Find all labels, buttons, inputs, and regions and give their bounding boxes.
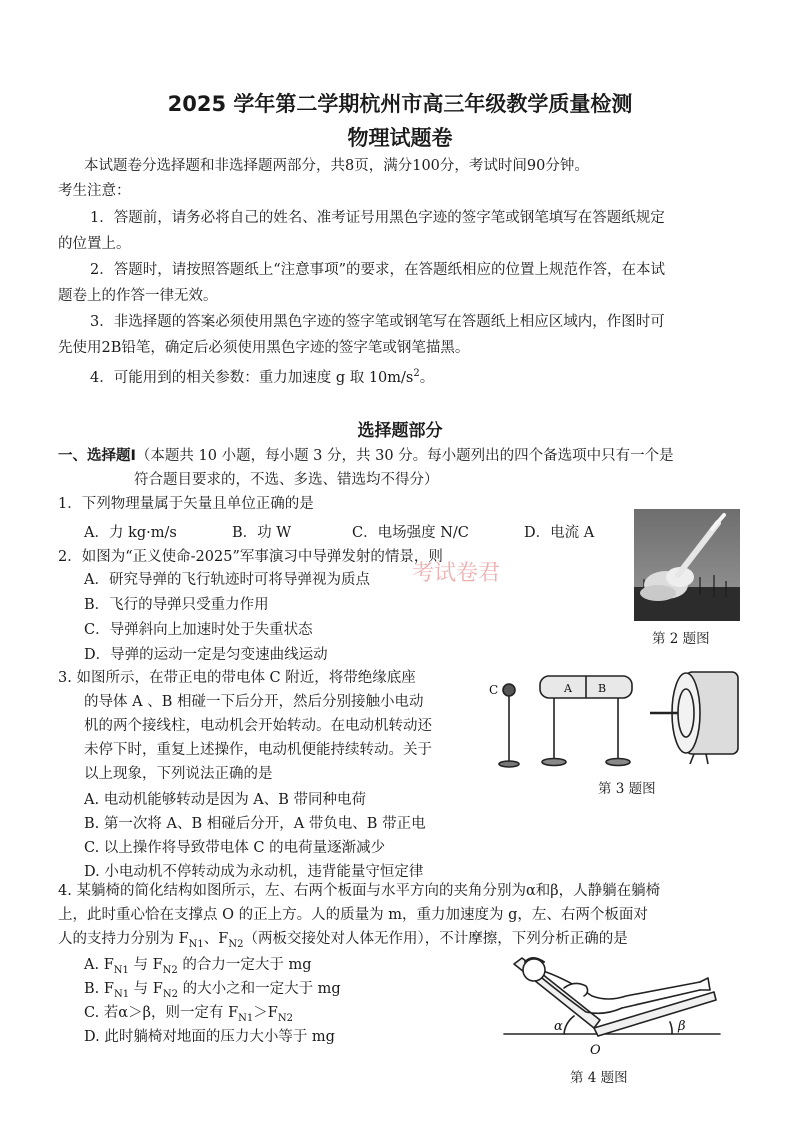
q4-recliner-figure [494,950,726,1060]
q1-option-b: B．功 W [232,525,292,541]
notice-item-3-cont: 先使用2B铅笔，确定后必须使用黑色字迹的签字笔或钢笔描黑。 [58,340,470,356]
q4-stem-line-2: 上，此时重心恰在支撑点 O 的正上方。人的质量为 m，重力加速度为 g，左、右两个板面对 [58,907,648,923]
q4-stem-line-3: 人的支持力分别为 $F_{N1}$、$F_{N2}$（两板交接处对人体无作用），不计摩擦，下列分析正确的是 [58,931,628,950]
part-heading: 一、选择题Ⅰ（本题共 10 小题，每小题 3 分，共 30 分。每小题列出的四个备选项中只有一个是 [58,448,674,464]
q2-option-b: B．飞行的导弹只受重力作用 [84,597,269,613]
exam-subtitle: 物理试题卷 [347,126,453,150]
q4-option-c: C. 若α＞β，则一定有 $F_{N1}>F_{N2}$ [84,1005,293,1024]
exam-title: 2025 学年第二学期杭州市高三年级教学质量检测 [167,92,633,116]
q3-stem-line-5: 以上现象，下列说法正确的是 [84,766,273,782]
notice-item-2: 2．答题时，请按照答题纸上“注意事项”的要求，在答题纸相应的位置上规范作答，在本试 [90,262,666,278]
missile-launch-photo [634,509,740,621]
q3-label-c: C [489,683,499,697]
q3-stem-line-3: 机的两个接线柱，电动机会开始转动。在电动机转动还 [84,718,432,734]
notice-item-2-cont: 题卷上的作答一律无效。 [58,288,218,304]
notice-item-1-cont: 的位置上。 [58,236,131,252]
q4-option-d: D. 此时躺椅对地面的压力大小等于 mg [84,1029,335,1045]
notice-item-1: 1．答题前，请务必将自己的姓名、准考证号用黑色字迹的签字笔或钢笔填写在答题纸规定 [90,210,665,226]
q4-label-alpha: α [554,1019,563,1034]
q4-label-beta: β [678,1019,686,1034]
q3-stem-line-4: 未停下时，重复上述操作，电动机便能持续转动。关于 [84,742,432,758]
q2-option-a: A．研究导弹的飞行轨迹时可将导弹视为质点 [84,572,370,588]
q2-option-d: D．导弹的运动一定是匀变速曲线运动 [84,647,328,663]
q3-option-d: D. 小电动机不停转动成为永动机，违背能量守恒定律 [84,864,424,880]
notice-item-3: 3．非选择题的答案必须使用黑色字迹的签字笔或钢笔写在答题纸上相应区域内，作图时可 [90,314,665,330]
q3-figure-caption: 第 3 题图 [598,781,656,797]
q3-label-a: A [564,682,572,695]
intro-text: 本试题卷分选择题和非选择题两部分，共8页，满分100分，考试时间90分钟。 [84,158,589,174]
q3-electrostatic-motor-figure [484,668,748,774]
q4-option-b: B. $F_{N1}$ 与 $F_{N2}$ 的大小之和一定大于 mg [84,981,341,1000]
q4-stem-line-1: 4. 某躺椅的简化结构如图所示，左、右两个板面与水平方向的夹角分别为α和β，人静躺在躺椅 [58,883,661,899]
q1-option-c: C．电场强度 N/C [352,525,469,541]
q2-option-c: C．导弹斜向上加速时处于失重状态 [84,622,313,638]
q2-figure-caption: 第 2 题图 [652,631,710,647]
q4-label-o: O [590,1043,601,1058]
watermark: 考试卷君 [412,561,501,586]
part-desc-cont: 符合题目要求的，不选、多选、错选均不得分） [134,472,439,488]
q3-option-c: C. 以上操作将导致带电体 C 的电荷量逐渐减少 [84,840,386,856]
q3-stem-line-2: 的导体 A 、B 相碰一下后分开，然后分别接触小电动 [84,694,424,710]
q3-option-b: B. 第一次将 A、B 相碰后分开，A 带负电、B 带正电 [84,816,426,832]
q2-stem: 2．如图为“正义使命-2025”军事演习中导弹发射的情景，则 [58,549,443,565]
q1-stem: 1．下列物理量属于矢量且单位正确的是 [58,496,314,512]
q3-stem-line-1: 3. 如图所示，在带正电的带电体 C 附近，将带绝缘底座 [58,670,416,686]
q1-option-a: A．力 kg·m/s [84,525,177,541]
section-title: 选择题部分 [357,421,443,441]
q3-label-b: B [598,682,607,695]
notice-item-4: 4．可能用到的相关参数：重力加速度 g 取 $10m/s^2$。 [90,368,435,386]
q4-figure-caption: 第 4 题图 [570,1070,628,1086]
notice-heading: 考生注意： [58,183,131,199]
q3-option-a: A. 电动机能够转动是因为 A、B 带同种电荷 [84,792,367,808]
q4-option-a: A. $F_{N1}$ 与 $F_{N2}$ 的合力一定大于 mg [84,957,312,976]
q1-option-d: D．电流 A [524,525,595,541]
